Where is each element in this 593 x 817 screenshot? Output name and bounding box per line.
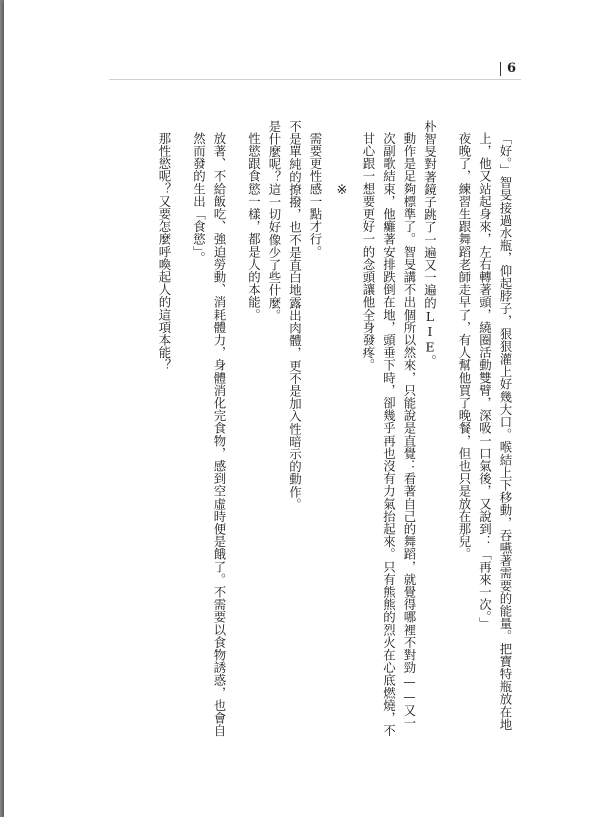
paragraph: 「好。」智旻接過水瓶，仰起脖子，狠狠灌上好幾大口。喉結上下移動，吞嚥著需要的能量。把寶特瓶放在地上，他又站起身來，左右轉著頭，繞圈活動雙臂，深吸一口氣後，又說到：「再來一次。」 [477, 132, 513, 731]
paragraph: 是什麼呢？這一切好像少了些什麼。 [267, 120, 282, 322]
document-page [4, 0, 593, 817]
paragraph: 朴智旻對著鏡子跳了一遍又一遍的LIE。 [422, 120, 438, 368]
header-rule [109, 79, 521, 80]
page-number: 6 [507, 61, 517, 76]
paragraph: 性慾跟食慾一樣，都是人的本能。 [246, 132, 262, 321]
paragraph: 動作是足夠標準了。智旻講不出個所以然來，只能說是直覺：看著自己的舞蹈，就覺得哪裡不對勁——又一次副歌結束，他癱著安排跌倒在地，頭垂下時，卻幾乎再也沒有力氣抬起來。只有熊熊的烈火在心底燃燒，不甘心跟一想要更好一的念頭讓他全身發疼。 [361, 132, 417, 737]
paragraph: 不是單純的撩撥，也不是直白地露出肉體，更不是加入性暗示的動作。 [287, 120, 303, 511]
paragraph: 放著、不給飯吃、強迫勞動、消耗體力，身體消化完食物，感到空虛時便是餓了。不需要以食物誘惑，也會自然而發的生出「食慾」。 [191, 132, 227, 737]
paragraph: 需要更性感一點才行。 [308, 132, 323, 258]
header-separator [500, 62, 501, 76]
section-separator: ※ [334, 183, 350, 199]
paragraph: 那性慾呢？又要怎麼呼喚起人的這項本能？ [157, 132, 172, 372]
body-text [75, 120, 515, 740]
paragraph: 夜晚了，練習生跟舞蹈老師走早了，有人幫他買了晚餐，但也只是放在那兒。 [457, 132, 472, 561]
